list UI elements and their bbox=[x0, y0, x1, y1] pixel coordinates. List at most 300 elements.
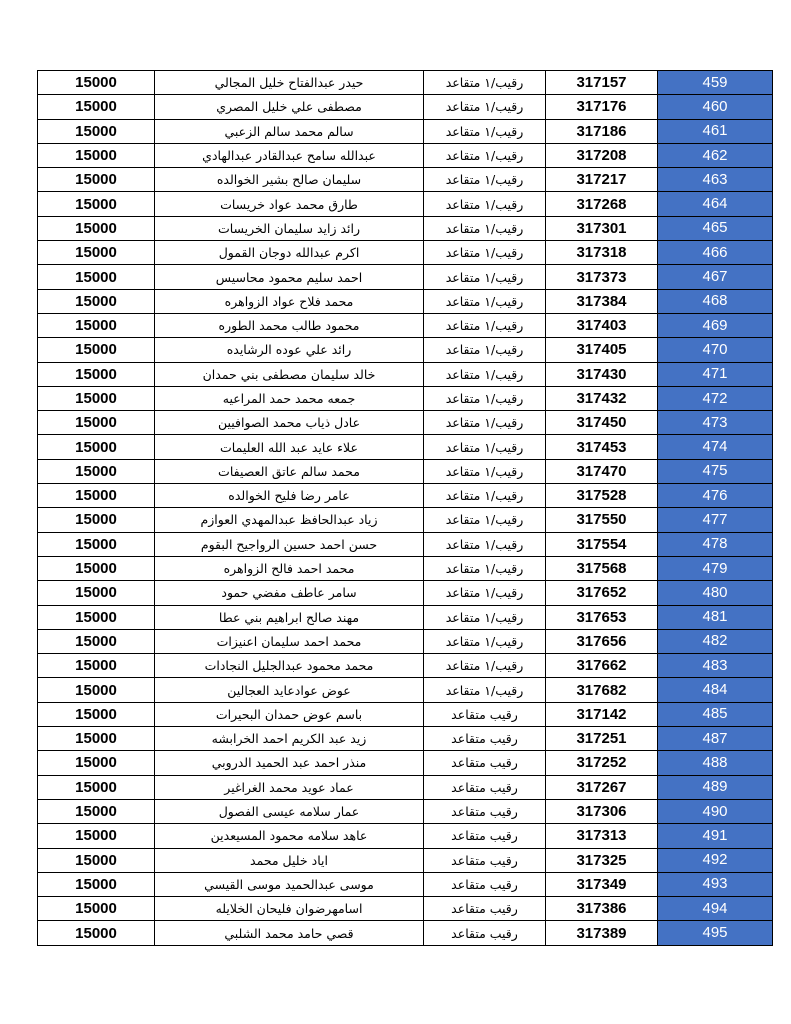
name-text: خالد سليمان مصطفى بني حمدان bbox=[202, 366, 376, 382]
rank-cell bbox=[424, 605, 546, 629]
service-number-text: 317267 bbox=[576, 778, 627, 796]
amount-cell bbox=[38, 216, 155, 240]
rank-text: رقيب/١ متقاعد bbox=[445, 269, 524, 285]
amount-text: 15000 bbox=[75, 462, 117, 480]
rank-text: رقيب/١ متقاعد bbox=[445, 148, 524, 164]
name-text: سامر عاطف مفضي حمود bbox=[221, 585, 357, 601]
table-row bbox=[38, 702, 773, 726]
sequence-number-cell bbox=[658, 872, 773, 896]
service-number-text: 317405 bbox=[576, 341, 627, 359]
sequence-number-text: 492 bbox=[702, 851, 728, 869]
rank-text: رقيب/١ متقاعد bbox=[445, 318, 524, 334]
sequence-number-cell bbox=[658, 289, 773, 313]
name-cell bbox=[155, 289, 424, 313]
name-cell bbox=[155, 897, 424, 921]
sequence-number-text: 459 bbox=[702, 73, 728, 91]
table-row bbox=[38, 848, 773, 872]
rank-text: رقيب/١ متقاعد bbox=[445, 123, 524, 139]
sequence-number-cell bbox=[658, 143, 773, 167]
sequence-number-text: 467 bbox=[702, 268, 728, 286]
service-number-cell bbox=[546, 751, 658, 775]
sequence-number-text: 478 bbox=[702, 535, 728, 553]
rank-cell bbox=[424, 678, 546, 702]
sequence-number-cell bbox=[658, 484, 773, 508]
name-text: علاء عايد عبد الله العليمات bbox=[220, 439, 358, 455]
name-text: منذر احمد عبد الحميد الدروبي bbox=[211, 755, 367, 771]
name-cell bbox=[155, 799, 424, 823]
service-number-text: 317349 bbox=[576, 875, 627, 893]
sequence-number-text: 475 bbox=[702, 462, 728, 480]
rank-text: رقيب متقاعد bbox=[451, 925, 518, 941]
service-number-text: 317268 bbox=[576, 195, 627, 213]
name-text: موسى عبدالحميد موسى القيسي bbox=[204, 876, 374, 892]
sequence-number-cell bbox=[658, 532, 773, 556]
rank-text: رقيب/١ متقاعد bbox=[445, 512, 524, 528]
name-cell bbox=[155, 313, 424, 337]
service-number-text: 317662 bbox=[576, 657, 627, 675]
amount-cell bbox=[38, 702, 155, 726]
sequence-number-text: 470 bbox=[702, 340, 728, 358]
rank-cell bbox=[424, 338, 546, 362]
rank-text: رقيب/١ متقاعد bbox=[445, 99, 524, 115]
rank-cell bbox=[424, 897, 546, 921]
service-number-text: 317306 bbox=[576, 803, 627, 821]
table-row bbox=[38, 362, 773, 386]
rank-cell bbox=[424, 411, 546, 435]
rank-text: رقيب/١ متقاعد bbox=[445, 439, 524, 455]
sequence-number-text: 481 bbox=[702, 608, 728, 626]
service-number-cell bbox=[546, 775, 658, 799]
rank-cell bbox=[424, 751, 546, 775]
amount-text: 15000 bbox=[75, 438, 117, 456]
rank-cell bbox=[424, 71, 546, 95]
rank-cell bbox=[424, 386, 546, 410]
rank-cell bbox=[424, 727, 546, 751]
sequence-number-text: 485 bbox=[702, 705, 728, 723]
service-number-cell bbox=[546, 678, 658, 702]
rank-text: رقيب متقاعد bbox=[451, 755, 518, 771]
rank-cell bbox=[424, 216, 546, 240]
table-row bbox=[38, 532, 773, 556]
name-cell bbox=[155, 751, 424, 775]
table-row bbox=[38, 95, 773, 119]
rank-text: رقيب/١ متقاعد bbox=[445, 245, 524, 261]
amount-cell bbox=[38, 678, 155, 702]
rank-cell bbox=[424, 532, 546, 556]
service-number-text: 317550 bbox=[576, 511, 627, 529]
amount-text: 15000 bbox=[75, 875, 117, 893]
name-text: محمد سالم عاتق العصيفات bbox=[218, 463, 360, 479]
amount-text: 15000 bbox=[75, 535, 117, 553]
rank-text: رقيب/١ متقاعد bbox=[445, 658, 524, 674]
table-row bbox=[38, 727, 773, 751]
amount-text: 15000 bbox=[75, 778, 117, 796]
name-text: محمد محمود عبدالجليل النجادات bbox=[204, 658, 374, 674]
name-cell bbox=[155, 411, 424, 435]
rank-cell bbox=[424, 921, 546, 945]
table-row bbox=[38, 581, 773, 605]
sequence-number-cell bbox=[658, 848, 773, 872]
table-row bbox=[38, 241, 773, 265]
sequence-number-text: 465 bbox=[702, 219, 728, 237]
sequence-number-text: 477 bbox=[702, 510, 728, 528]
sequence-number-cell bbox=[658, 95, 773, 119]
amount-text: 15000 bbox=[75, 219, 117, 237]
sequence-number-text: 468 bbox=[702, 292, 728, 310]
table-row bbox=[38, 678, 773, 702]
rank-text: رقيب/١ متقاعد bbox=[445, 293, 524, 309]
sequence-number-cell bbox=[658, 338, 773, 362]
amount-cell bbox=[38, 897, 155, 921]
service-number-cell bbox=[546, 216, 658, 240]
rank-cell bbox=[424, 192, 546, 216]
name-cell bbox=[155, 508, 424, 532]
rank-text: رقيب متقاعد bbox=[451, 828, 518, 844]
name-text: احمد سليم محمود محاسيس bbox=[215, 269, 363, 285]
rank-text: رقيب/١ متقاعد bbox=[445, 488, 524, 504]
service-number-text: 317682 bbox=[576, 681, 627, 699]
amount-text: 15000 bbox=[75, 827, 117, 845]
rank-cell bbox=[424, 508, 546, 532]
amount-cell bbox=[38, 629, 155, 653]
name-cell bbox=[155, 95, 424, 119]
amount-cell bbox=[38, 508, 155, 532]
amount-text: 15000 bbox=[75, 705, 117, 723]
rank-cell bbox=[424, 799, 546, 823]
amount-cell bbox=[38, 71, 155, 95]
sequence-number-cell bbox=[658, 581, 773, 605]
sequence-number-text: 473 bbox=[702, 413, 728, 431]
service-number-cell bbox=[546, 799, 658, 823]
rank-cell bbox=[424, 95, 546, 119]
name-cell bbox=[155, 727, 424, 751]
amount-cell bbox=[38, 362, 155, 386]
amount-cell bbox=[38, 848, 155, 872]
sequence-number-text: 484 bbox=[702, 681, 728, 699]
amount-text: 15000 bbox=[75, 365, 117, 383]
table-row bbox=[38, 872, 773, 896]
rank-text: رقيب متقاعد bbox=[451, 731, 518, 747]
rank-cell bbox=[424, 775, 546, 799]
service-number-cell bbox=[546, 702, 658, 726]
sequence-number-cell bbox=[658, 654, 773, 678]
amount-cell bbox=[38, 751, 155, 775]
sequence-number-cell bbox=[658, 216, 773, 240]
amount-cell bbox=[38, 265, 155, 289]
amount-text: 15000 bbox=[75, 900, 117, 918]
amount-text: 15000 bbox=[75, 390, 117, 407]
service-number-cell bbox=[546, 897, 658, 921]
retirees-table bbox=[37, 70, 773, 946]
sequence-number-cell bbox=[658, 241, 773, 265]
table-row bbox=[38, 629, 773, 653]
service-number-cell bbox=[546, 848, 658, 872]
name-cell bbox=[155, 872, 424, 896]
name-cell bbox=[155, 119, 424, 143]
amount-text: 15000 bbox=[75, 414, 117, 432]
amount-text: 15000 bbox=[75, 292, 117, 310]
sequence-number-text: 476 bbox=[702, 486, 728, 504]
amount-cell bbox=[38, 532, 155, 556]
sequence-number-cell bbox=[658, 799, 773, 823]
amount-cell bbox=[38, 581, 155, 605]
amount-text: 15000 bbox=[75, 147, 117, 165]
amount-text: 15000 bbox=[75, 730, 117, 748]
sequence-number-text: 466 bbox=[702, 243, 728, 261]
rank-text: رقيب/١ متقاعد bbox=[445, 463, 524, 479]
table-row bbox=[38, 338, 773, 362]
rank-text: رقيب/١ متقاعد bbox=[445, 561, 524, 577]
rank-cell bbox=[424, 484, 546, 508]
name-cell bbox=[155, 581, 424, 605]
name-cell bbox=[155, 459, 424, 483]
retirees-table-body bbox=[38, 71, 773, 946]
name-cell bbox=[155, 362, 424, 386]
name-text: اياد خليل محمد bbox=[250, 852, 328, 868]
service-number-text: 317432 bbox=[576, 390, 627, 407]
amount-cell bbox=[38, 872, 155, 896]
name-cell bbox=[155, 386, 424, 410]
service-number-cell bbox=[546, 484, 658, 508]
table-row bbox=[38, 654, 773, 678]
rank-cell bbox=[424, 241, 546, 265]
rank-cell bbox=[424, 435, 546, 459]
rank-cell bbox=[424, 265, 546, 289]
service-number-cell bbox=[546, 313, 658, 337]
name-cell bbox=[155, 848, 424, 872]
sequence-number-text: 474 bbox=[702, 438, 728, 456]
name-text: اسامهرضوان فليحان الخلايله bbox=[215, 901, 363, 917]
name-cell bbox=[155, 629, 424, 653]
name-text: مهند صالح ابراهيم بني عطا bbox=[218, 609, 360, 625]
rank-cell bbox=[424, 581, 546, 605]
amount-text: 15000 bbox=[75, 924, 117, 942]
sequence-number-cell bbox=[658, 921, 773, 945]
service-number-cell bbox=[546, 459, 658, 483]
sequence-number-cell bbox=[658, 265, 773, 289]
name-text: عاهد سلامه محمود المسيعدين bbox=[210, 828, 368, 844]
table-row bbox=[38, 824, 773, 848]
rank-cell bbox=[424, 702, 546, 726]
name-cell bbox=[155, 556, 424, 580]
name-cell bbox=[155, 775, 424, 799]
service-number-text: 317142 bbox=[576, 705, 627, 723]
sequence-number-text: 480 bbox=[702, 583, 728, 601]
name-text: حيدر عبدالفتاح خليل المجالي bbox=[214, 75, 364, 91]
service-number-text: 317217 bbox=[576, 171, 627, 189]
amount-cell bbox=[38, 168, 155, 192]
service-number-text: 317470 bbox=[576, 462, 627, 480]
service-number-cell bbox=[546, 386, 658, 410]
rank-cell bbox=[424, 848, 546, 872]
amount-text: 15000 bbox=[75, 560, 117, 578]
service-number-text: 317252 bbox=[576, 754, 627, 772]
service-number-cell bbox=[546, 143, 658, 167]
rank-text: رقيب متقاعد bbox=[451, 779, 518, 795]
amount-cell bbox=[38, 95, 155, 119]
sequence-number-cell bbox=[658, 192, 773, 216]
sequence-number-text: 460 bbox=[702, 97, 728, 115]
service-number-text: 317208 bbox=[576, 147, 627, 165]
service-number-cell bbox=[546, 192, 658, 216]
name-cell bbox=[155, 241, 424, 265]
name-cell bbox=[155, 654, 424, 678]
name-cell bbox=[155, 921, 424, 945]
amount-cell bbox=[38, 775, 155, 799]
service-number-text: 317653 bbox=[576, 608, 627, 626]
table-row bbox=[38, 168, 773, 192]
table-row bbox=[38, 143, 773, 167]
table-row bbox=[38, 459, 773, 483]
name-text: عمار سلامه عيسى الفصول bbox=[218, 804, 360, 820]
sequence-number-cell bbox=[658, 459, 773, 483]
name-text: محمد احمد فالح الزواهره bbox=[223, 561, 355, 577]
sequence-number-text: 472 bbox=[702, 389, 728, 407]
amount-cell bbox=[38, 824, 155, 848]
sequence-number-text: 489 bbox=[702, 778, 728, 796]
table-row bbox=[38, 484, 773, 508]
sequence-number-cell bbox=[658, 71, 773, 95]
name-cell bbox=[155, 192, 424, 216]
name-cell bbox=[155, 678, 424, 702]
rank-text: رقيب/١ متقاعد bbox=[445, 342, 524, 358]
service-number-text: 317528 bbox=[576, 487, 627, 505]
name-cell bbox=[155, 484, 424, 508]
rank-text: رقيب/١ متقاعد bbox=[445, 196, 524, 212]
sequence-number-text: 462 bbox=[702, 146, 728, 164]
service-number-text: 317568 bbox=[576, 560, 627, 578]
amount-text: 15000 bbox=[75, 584, 117, 602]
name-text: اكرم عبدالله دوجان القمول bbox=[218, 245, 360, 261]
service-number-text: 317251 bbox=[576, 730, 627, 748]
amount-cell bbox=[38, 921, 155, 945]
amount-cell bbox=[38, 119, 155, 143]
service-number-cell bbox=[546, 605, 658, 629]
service-number-cell bbox=[546, 168, 658, 192]
sequence-number-cell bbox=[658, 119, 773, 143]
table-row bbox=[38, 71, 773, 95]
name-text: زياد عبدالحافظ عبدالمهدي العوازم bbox=[200, 512, 378, 528]
amount-text: 15000 bbox=[75, 341, 117, 359]
sequence-number-cell bbox=[658, 411, 773, 435]
amount-text: 15000 bbox=[75, 681, 117, 699]
name-text: زيد عبد الكريم احمد الخرابشه bbox=[211, 731, 367, 747]
sequence-number-cell bbox=[658, 168, 773, 192]
sequence-number-text: 494 bbox=[702, 899, 728, 917]
service-number-text: 317403 bbox=[576, 317, 627, 335]
amount-text: 15000 bbox=[75, 851, 117, 869]
name-text: سليمان صالح بشير الخوالده bbox=[216, 172, 362, 188]
table-row bbox=[38, 386, 773, 410]
name-cell bbox=[155, 216, 424, 240]
service-number-cell bbox=[546, 119, 658, 143]
sequence-number-text: 461 bbox=[702, 122, 728, 140]
sequence-number-text: 488 bbox=[702, 753, 728, 771]
service-number-cell bbox=[546, 654, 658, 678]
amount-cell bbox=[38, 605, 155, 629]
sequence-number-cell bbox=[658, 727, 773, 751]
service-number-text: 317325 bbox=[576, 851, 627, 869]
name-cell bbox=[155, 265, 424, 289]
sequence-number-cell bbox=[658, 313, 773, 337]
table-row bbox=[38, 799, 773, 823]
service-number-text: 317652 bbox=[576, 584, 627, 602]
service-number-text: 317453 bbox=[576, 438, 627, 456]
amount-cell bbox=[38, 799, 155, 823]
name-text: محمد فلاح عواد الزواهره bbox=[224, 293, 354, 309]
rank-cell bbox=[424, 289, 546, 313]
name-text: عوض عوادعايد العجالين bbox=[227, 682, 351, 698]
amount-text: 15000 bbox=[75, 74, 117, 92]
amount-cell bbox=[38, 338, 155, 362]
sequence-number-text: 469 bbox=[702, 316, 728, 334]
rank-cell bbox=[424, 119, 546, 143]
rank-text: رقيب متقاعد bbox=[451, 804, 518, 820]
name-text: باسم عوض حمدان البحيرات bbox=[215, 706, 363, 722]
service-number-text: 317301 bbox=[576, 219, 627, 237]
rank-cell bbox=[424, 629, 546, 653]
name-text: رائد علي عوده الرشايده bbox=[226, 342, 352, 358]
rank-cell bbox=[424, 824, 546, 848]
rank-text: رقيب/١ متقاعد bbox=[445, 609, 524, 625]
service-number-cell bbox=[546, 629, 658, 653]
service-number-cell bbox=[546, 71, 658, 95]
amount-text: 15000 bbox=[75, 98, 117, 116]
rank-text: رقيب متقاعد bbox=[451, 901, 518, 917]
sequence-number-cell bbox=[658, 702, 773, 726]
amount-text: 15000 bbox=[75, 122, 117, 140]
table-row bbox=[38, 921, 773, 945]
amount-cell bbox=[38, 386, 155, 410]
name-text: رائد زايد سليمان الخريسات bbox=[217, 220, 361, 236]
service-number-cell bbox=[546, 824, 658, 848]
amount-text: 15000 bbox=[75, 268, 117, 286]
name-text: طارق محمد عواد خريسات bbox=[220, 196, 358, 212]
sequence-number-text: 482 bbox=[702, 632, 728, 650]
rank-text: رقيب/١ متقاعد bbox=[445, 220, 524, 236]
rank-cell bbox=[424, 459, 546, 483]
amount-cell bbox=[38, 484, 155, 508]
service-number-text: 317656 bbox=[576, 632, 627, 650]
sequence-number-text: 491 bbox=[702, 826, 728, 844]
rank-cell bbox=[424, 168, 546, 192]
rank-text: رقيب/١ متقاعد bbox=[445, 633, 524, 649]
rank-text: رقيب/١ متقاعد bbox=[445, 536, 524, 552]
service-number-cell bbox=[546, 872, 658, 896]
sequence-number-cell bbox=[658, 751, 773, 775]
amount-text: 15000 bbox=[75, 608, 117, 626]
table-row bbox=[38, 265, 773, 289]
service-number-cell bbox=[546, 435, 658, 459]
amount-cell bbox=[38, 556, 155, 580]
table-row bbox=[38, 289, 773, 313]
amount-text: 15000 bbox=[75, 244, 117, 262]
amount-text: 15000 bbox=[75, 754, 117, 772]
name-cell bbox=[155, 435, 424, 459]
amount-cell bbox=[38, 192, 155, 216]
name-text: عبدالله سامح عبدالقادر عبدالهادي bbox=[202, 148, 376, 164]
table-row bbox=[38, 897, 773, 921]
rank-cell bbox=[424, 654, 546, 678]
table-row bbox=[38, 775, 773, 799]
amount-text: 15000 bbox=[75, 632, 117, 650]
table-row bbox=[38, 313, 773, 337]
service-number-text: 317186 bbox=[576, 122, 627, 140]
amount-text: 15000 bbox=[75, 487, 117, 505]
rank-text: رقيب/١ متقاعد bbox=[445, 391, 524, 406]
service-number-cell bbox=[546, 362, 658, 386]
service-number-text: 317373 bbox=[576, 268, 627, 286]
